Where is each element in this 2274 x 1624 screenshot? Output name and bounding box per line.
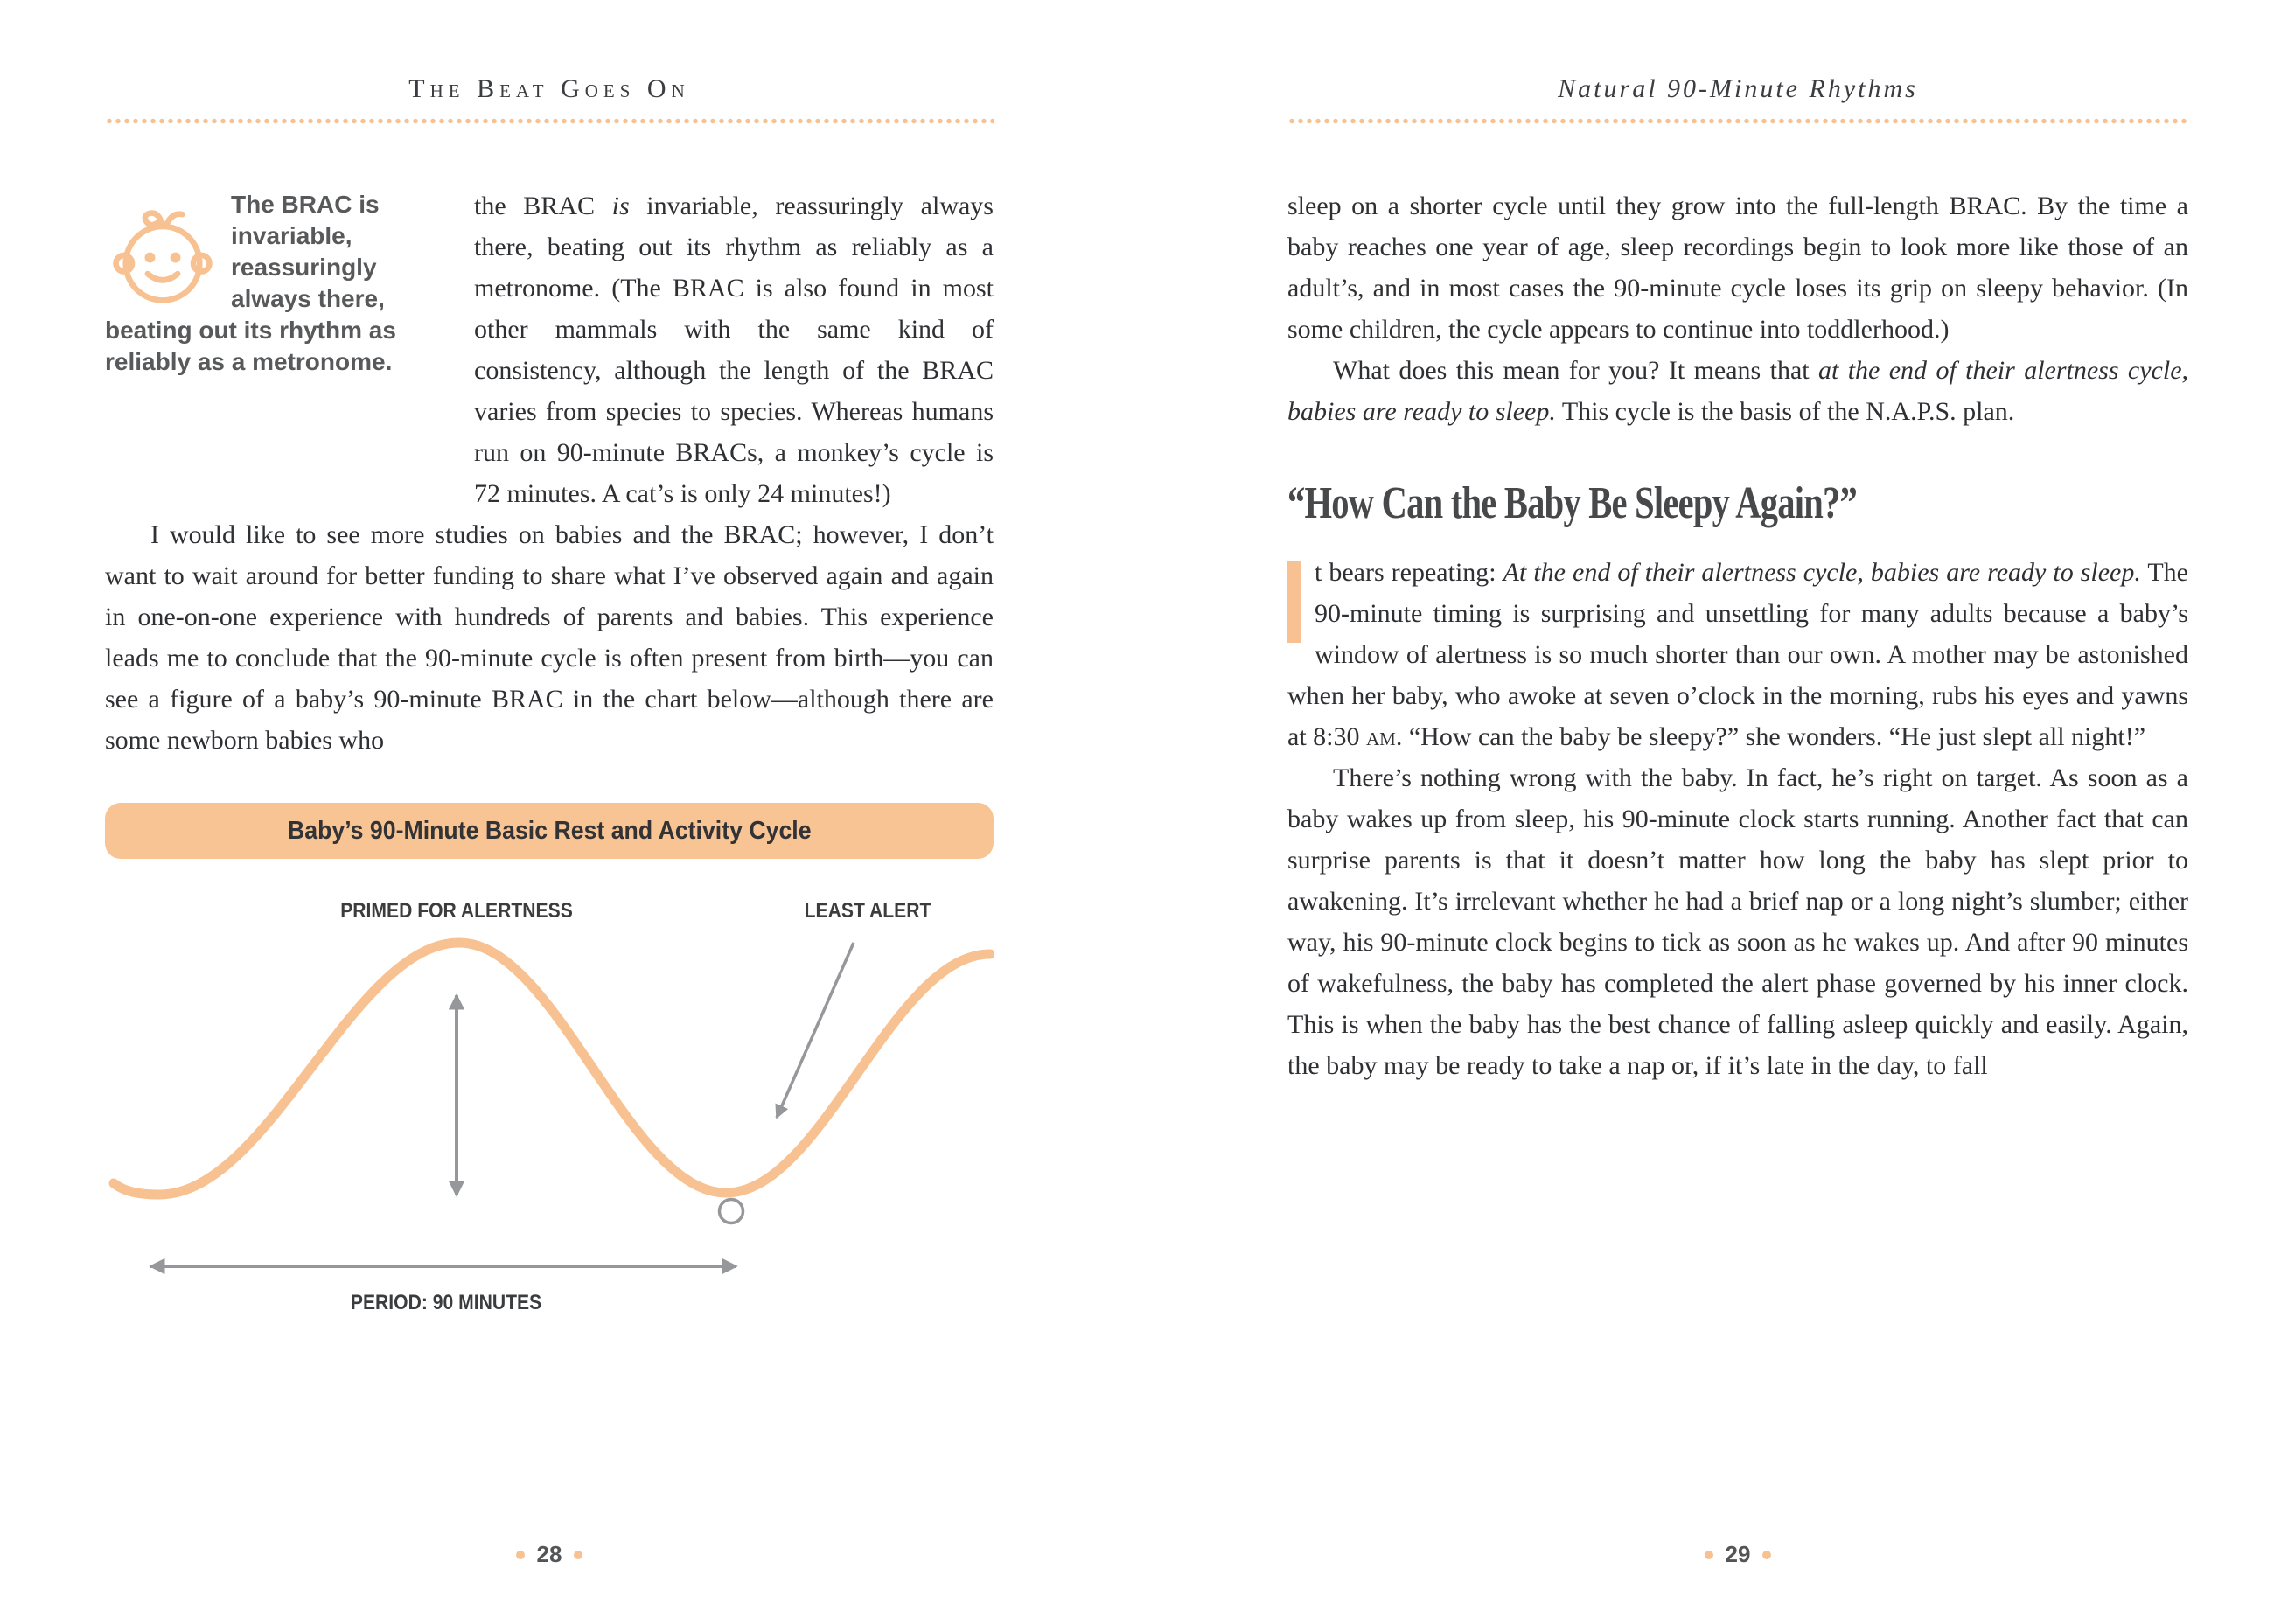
running-head-left: The Beat Goes On bbox=[408, 74, 690, 103]
page-right bbox=[1287, 74, 2188, 1086]
page-left bbox=[105, 74, 994, 1341]
brac-chart bbox=[105, 803, 994, 1341]
running-head-right: Natural 90-Minute Rhythms bbox=[1558, 74, 1918, 103]
baby-hair-sprout bbox=[166, 214, 182, 226]
pull-quote-text: The BRAC is invariable, reassuringly always there, beating out its rhythm as reliably as a metronome. bbox=[105, 191, 396, 375]
baby-head bbox=[126, 227, 199, 300]
section-heading: “How Can the Baby Be Sleepy Again?” bbox=[1287, 478, 1858, 528]
drop-cap-paragraph bbox=[1287, 552, 2188, 757]
chart-title-bar bbox=[105, 803, 994, 859]
drop-cap-letter-i bbox=[1287, 561, 1301, 643]
paragraph: sleep on a shorter cycle until they grow into the full-length BRAC. By the time a baby reaches one year of age, sleep recordings begin to look more like those of an adult’s, and in most cases the 90-minute cycle loses its grip on sleepy behavior. (In some children, the cycle appears to continue into toddlerhood.) bbox=[1287, 192, 2188, 344]
paragraph: I would like to see more studies on babies and the BRAC; however, I don’t want to wait around for better funding to share what I’ve observed again and again in one-on-one experience with hundreds of parents and babies. This experience leads me to conclude that the 90-minute cycle is often present from birth—you can see a figure of a baby’s 90-minute BRAC in the chart below—although there are some newborn babies who bbox=[105, 520, 994, 755]
folio-left bbox=[105, 1541, 994, 1568]
chart-canvas bbox=[105, 899, 994, 1341]
dotted-rule-left bbox=[105, 118, 994, 124]
baby-hair-curl bbox=[145, 213, 163, 227]
trough-marker-icon bbox=[720, 1200, 743, 1223]
chart-title: Baby’s 90-Minute Basic Rest and Activity Cycle bbox=[287, 817, 812, 845]
chart-label-trough: LEAST ALERT bbox=[804, 899, 931, 923]
right-body bbox=[1287, 185, 2188, 1086]
left-body bbox=[105, 185, 994, 761]
paragraph: t bears repeating: At the end of their alertness cycle, babies are ready to sleep. The 90-minute timing is surprising and unsettling for many adults because a baby’s window of alertness is so much shorter than our own. A mother may be astonished when her baby, who awoke at seven o’clock in the morning, rubs his eyes and yawns at 8:30 am. “How can the baby be sleepy?” she wonders. “He just slept all night!” bbox=[1287, 558, 2188, 751]
folio-dot-icon bbox=[1762, 1551, 1771, 1559]
alertness-wave-figure bbox=[105, 932, 994, 1291]
alertness-wave bbox=[114, 943, 990, 1195]
pull-quote bbox=[105, 189, 448, 470]
baby-right-eye bbox=[171, 253, 181, 263]
page-number-left: 28 bbox=[536, 1541, 562, 1567]
folio-dot-icon bbox=[574, 1551, 582, 1559]
folio-dot-icon bbox=[516, 1551, 525, 1559]
page-number-right: 29 bbox=[1725, 1541, 1751, 1567]
baby-left-eye bbox=[145, 253, 156, 263]
dotted-rule-right bbox=[1287, 118, 2188, 124]
paragraph: What does this mean for you? It means that at the end of their alertness cycle, babies are ready to sleep. This cycle is the basis of the N.A.P.S. plan. bbox=[1287, 356, 2189, 426]
chart-label-peak: PRIMED FOR ALERTNESS bbox=[340, 899, 573, 923]
baby-smile bbox=[148, 274, 178, 280]
paragraph: the BRAC is invariable, reassuringly always there, beating out its rhythm as reliably as a metronome. (The BRAC is also found in most other mammals with the same kind of consistency, although the length of the BRAC varies from species to species. Whereas humans run on 90-minute BRACs, a monkey’s cycle is 72 minutes. A cat’s is only 24 minutes!) bbox=[474, 192, 994, 508]
folio-dot-icon bbox=[1705, 1551, 1713, 1559]
baby-face-icon bbox=[105, 194, 220, 310]
chart-period-label: PERIOD: 90 MINUTES bbox=[350, 1291, 542, 1314]
folio-right bbox=[1287, 1541, 2188, 1568]
paragraph: There’s nothing wrong with the baby. In fact, he’s right on target. As soon as a baby wakes up from sleep, his 90-minute clock starts running. Another fact that can surprise parents is that it doesn’t matter how long the baby has slept prior to awakening. It’s irrelevant whether he had a brief nap or a long night’s slumber; either way, his 90-minute clock begins to tick as soon as he wakes up. And after 90 minutes of wakefulness, the baby has completed the alert phase governed by his inner clock. This is when the baby has the best chance of falling asleep quickly and easily. Again, the baby may be ready to take a nap or, if it’s late in the day, to fall bbox=[1287, 763, 2188, 1080]
